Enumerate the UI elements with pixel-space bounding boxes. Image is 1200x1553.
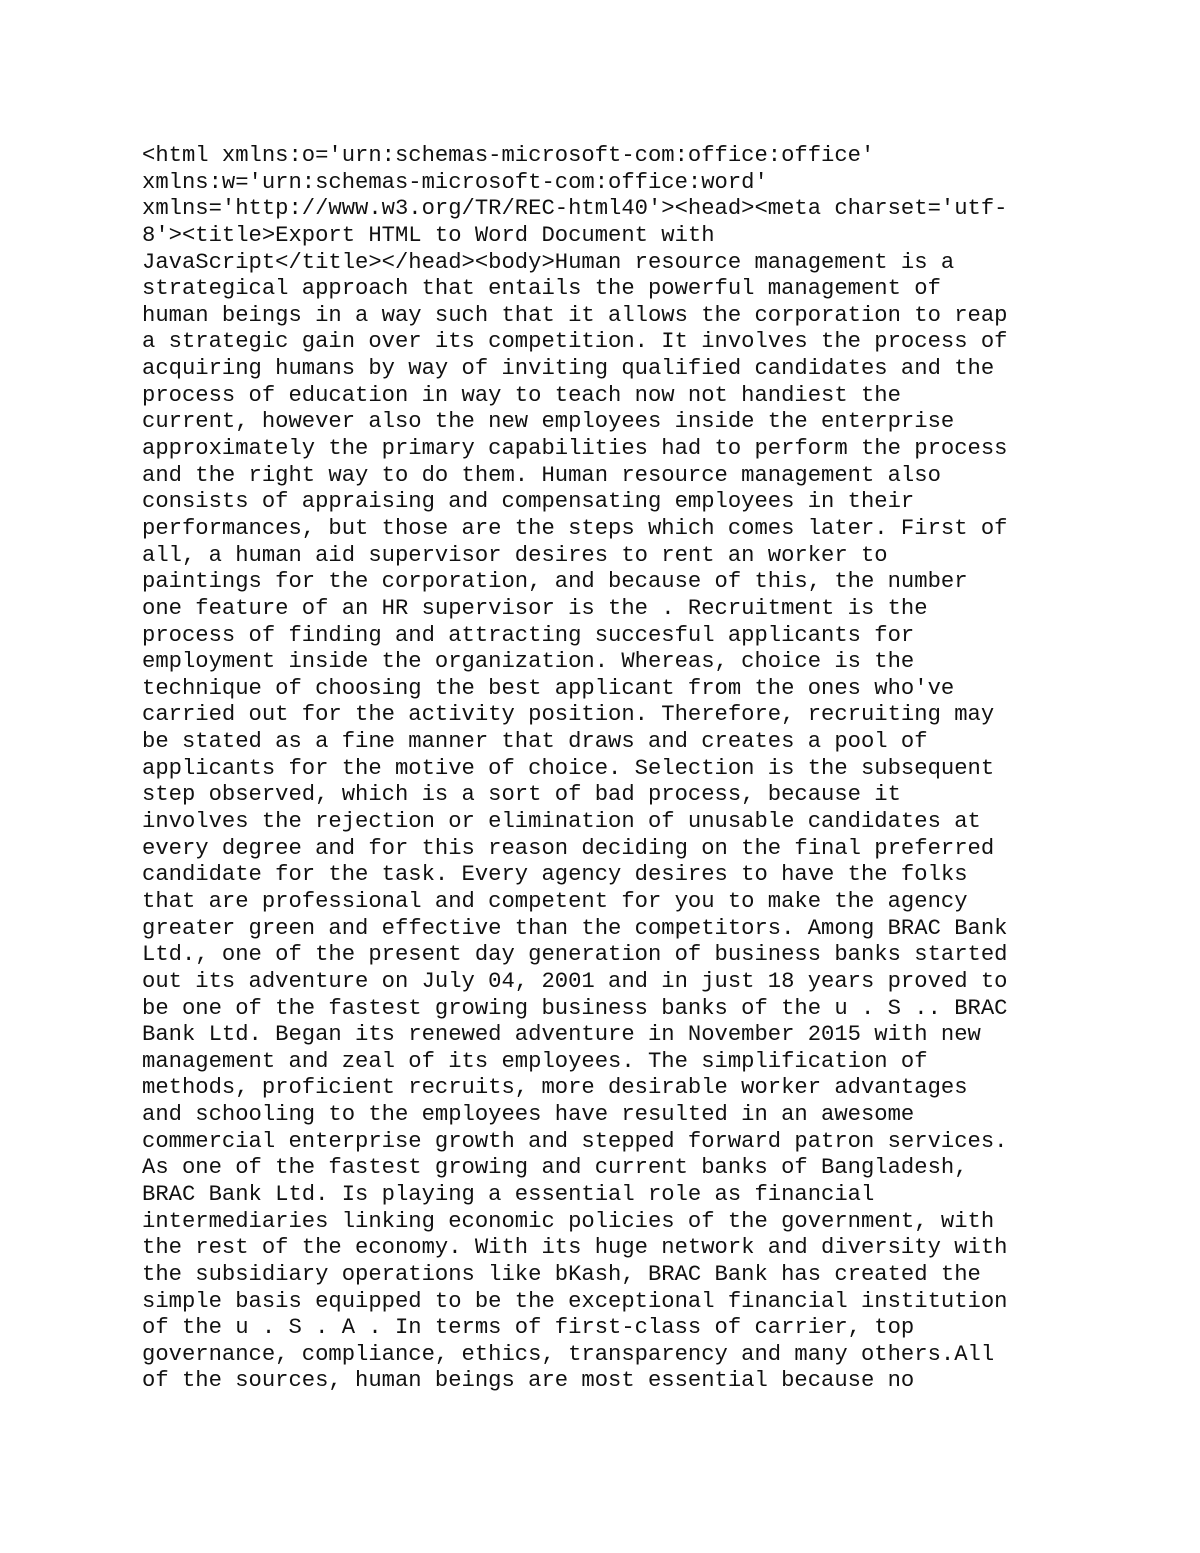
text-line: process of finding and attracting succesful applicants for — [142, 622, 915, 648]
text-line: xmlns='http://www.w3.org/TR/REC-html40'><head><meta charset='utf- — [142, 196, 1008, 222]
text-line: intermediaries linking economic policies of the government, with — [142, 1208, 995, 1234]
text-line: be one of the fastest growing business banks of the u . S .. BRAC — [142, 995, 1008, 1021]
text-line: Ltd., one of the present day generation of business banks started — [142, 942, 1008, 968]
text-line: every degree and for this reason deciding on the final preferred — [142, 835, 995, 861]
text-line: JavaScript</title></head><body>Human resource management is a — [142, 249, 955, 275]
text-line: <html xmlns:o='urn:schemas-microsoft-com:office:office' — [142, 143, 875, 168]
text-line: human beings in a way such that it allows the corporation to reap — [142, 302, 1008, 328]
text-line: Bank Ltd. Began its renewed adventure in November 2015 with new — [142, 1022, 981, 1048]
text-line: applicants for the motive of choice. Selection is the subsequent — [142, 755, 995, 781]
text-line: strategical approach that entails the powerful management of — [142, 276, 941, 302]
text-line: As one of the fastest growing and current banks of Bangladesh, — [142, 1155, 968, 1181]
text-line: acquiring humans by way of inviting qualified candidates and the — [142, 356, 995, 382]
text-line: paintings for the corporation, and because of this, the number — [142, 569, 968, 595]
text-line: carried out for the activity position. Therefore, recruiting may — [142, 702, 995, 728]
text-line: management and zeal of its employees. The simplification of — [142, 1048, 928, 1074]
text-line: performances, but those are the steps which comes later. First of — [142, 515, 1008, 541]
text-line: xmlns:w='urn:schemas-microsoft-com:office:word' — [142, 169, 768, 195]
text-line: and the right way to do them. Human resource management also — [142, 462, 941, 488]
text-line: out its adventure on July 04, 2001 and in just 18 years proved to — [142, 968, 1008, 994]
text-line: greater green and effective than the competitors. Among BRAC Bank — [142, 915, 1008, 941]
text-line: be stated as a fine manner that draws and creates a pool of — [142, 729, 928, 755]
text-line: technique of choosing the best applicant from the ones who've — [142, 675, 955, 701]
text-line: step observed, which is a sort of bad process, because it — [142, 782, 901, 808]
text-line: consists of appraising and compensating employees in their — [142, 489, 915, 515]
text-line: one feature of an HR supervisor is the . Recruitment is the — [142, 595, 928, 621]
text-line: candidate for the task. Every agency desires to have the folks — [142, 862, 968, 888]
text-line: process of education in way to teach now not handiest the — [142, 382, 901, 408]
document-body-text — [142, 143, 1082, 1395]
text-line: methods, proficient recruits, more desirable worker advantages — [142, 1075, 968, 1101]
text-line: involves the rejection or elimination of unusable candidates at — [142, 809, 981, 835]
text-line: governance, compliance, ethics, transparency and many others.All — [142, 1341, 995, 1367]
text-line: and schooling to the employees have resulted in an awesome — [142, 1102, 915, 1128]
text-line: simple basis equipped to be the exceptional financial institution — [142, 1288, 1008, 1314]
text-line: employment inside the organization. Whereas, choice is the — [142, 649, 915, 675]
text-line: of the sources, human beings are most essential because no — [142, 1368, 915, 1394]
text-line: approximately the primary capabilities had to perform the process — [142, 436, 1008, 462]
text-line: all, a human aid supervisor desires to rent an worker to — [142, 542, 888, 568]
text-line: current, however also the new employees inside the enterprise — [142, 409, 955, 435]
text-line: 8'><title>Export HTML to Word Document with — [142, 222, 715, 248]
text-line: of the u . S . A . In terms of first-class of carrier, top — [142, 1315, 915, 1341]
text-line: BRAC Bank Ltd. Is playing a essential role as financial — [142, 1181, 875, 1207]
text-line: a strategic gain over its competition. It involves the process of — [142, 329, 1008, 355]
text-line: the rest of the economy. With its huge network and diversity with — [142, 1235, 1008, 1261]
text-line: that are professional and competent for you to make the agency — [142, 888, 968, 914]
text-line: commercial enterprise growth and stepped forward patron services. — [142, 1128, 1008, 1154]
text-line: the subsidiary operations like bKash, BRAC Bank has created the — [142, 1261, 981, 1287]
